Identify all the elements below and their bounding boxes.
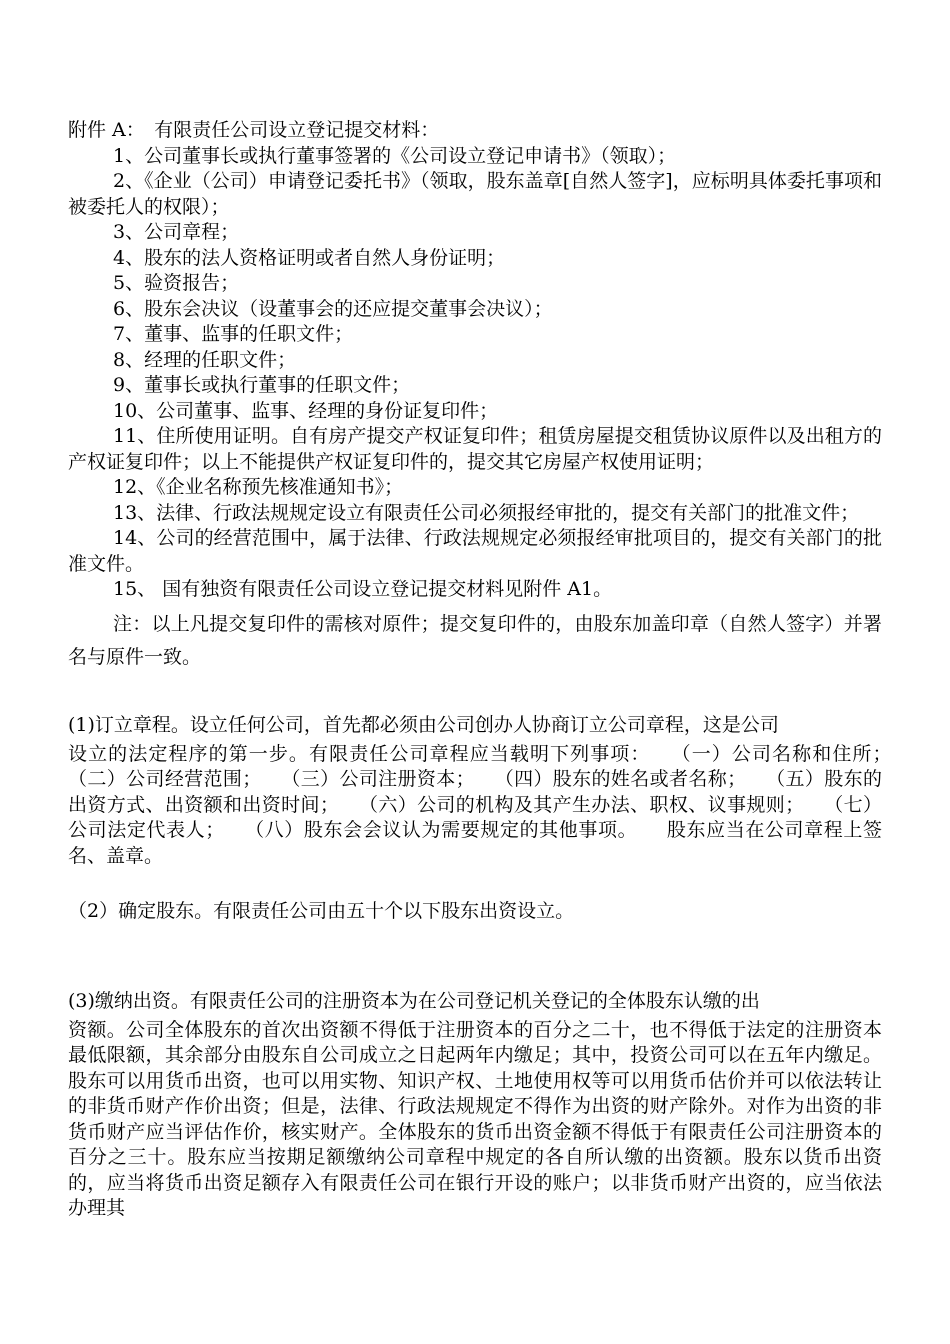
list-item-3: 3、公司章程； <box>113 221 240 243</box>
list-item-11: 11、住所使用证明。自有房产提交产权证复印件；租赁房屋提交租赁协议原件以及出租方的产权证复印件；以上不能提供产权证复印件的，提交其它房屋产权使用证明； <box>68 425 882 473</box>
document-body <box>68 118 921 1222</box>
list-item-9: 9、董事长或执行董事的任职文件； <box>113 374 411 396</box>
list-item-5: 5、验资报告； <box>113 272 240 294</box>
attachment-heading: 附件 A： 有限责任公司设立登记提交材料： <box>68 119 440 141</box>
section-articles-body: 设立的法定程序的第一步。有限责任公司章程应当载明下列事项： （一）公司名称和住所； （二）公司经营范围； （三）公司注册资本； （四）股东的姓名或者名称； （五）股东的出资方式、出资额和出资时间； （六）公司的机构及其产生办法、职权、议事规则； （七）公司法定代表人； （八）股东会会议认为需要规定的其他事项。 股东应当在公司章程上签名、盖章。 <box>68 742 921 867</box>
section-articles <box>68 708 921 870</box>
list-item-6: 6、股东会决议（设董事会的还应提交董事会决议）； <box>113 297 553 320</box>
list-item-14: 14、公司的经营范围中，属于法律、行政法规规定必须报经审批项目的，提交有关部门的批准文件。 <box>68 527 882 575</box>
list-item-10: 10、公司董事、监事、经理的身份证复印件； <box>113 399 499 422</box>
list-item-13: 13、法律、行政法规规定设立有限责任公司必须报经审批的，提交有关部门的批准文件； <box>113 501 860 524</box>
list-item-1: 1、公司董事长或执行董事签署的《公司设立登记申请书》（领取）； <box>113 144 677 167</box>
list-item-15: 15、 国有独资有限责任公司设立登记提交材料见附件 A1。 <box>113 578 613 600</box>
section-capital-first-line: (3)缴纳出资。有限责任公司的注册资本为在公司登记机关登记的全体股东认缴的出 <box>68 989 760 1012</box>
list-item-12: 12、《企业名称预先核准通知书》； <box>113 476 404 498</box>
section-capital <box>68 984 882 1222</box>
section-capital-body: 资额。公司全体股东的首次出资额不得低于注册资本的百分之二十，也不得低于法定的注册资本最低限额，其余部分由股东自公司成立之日起两年内缴足；其中，投资公司可以在五年内缴足。股东可以用货币出资，也可以用实物、知识产权、土地使用权等可以用货币估价并可以依法转让的非货币财产作价出资；但是，法律、行政法规规定不得作为出资的财产除外。对作为出资的非货币财产应当评估作价，核实财产。全体股东的货币出资金额不得低于有限责任公司注册资本的百分之三十。股东应当按期足额缴纳公司章程中规定的各自所认缴的出资额。股东以货币出资的，应当将货币出资足额存入有限责任公司在银行开设的账户；以非货币财产出资的，应当依法办理其 <box>68 1018 882 1219</box>
list-item-4: 4、股东的法人资格证明或者自然人身份证明； <box>113 246 506 269</box>
list-item-8: 8、经理的任职文件； <box>113 348 297 371</box>
section-shareholders: （2）确定股东。有限责任公司由五十个以下股东出资设立。 <box>68 900 575 922</box>
note-paragraph: 注：以上凡提交复印件的需核对原件；提交复印件的，由股东加盖印章（自然人签字）并署名与原件一致。 <box>68 612 882 668</box>
list-item-2: 2、《企业（公司）申请登记委托书》（领取，股东盖章[自然人签字]，应标明具体委托事项和被委托人的权限）； <box>68 170 882 218</box>
section-articles-first-line: (1)订立章程。设立任何公司，首先都必须由公司创办人协商订立公司章程，这是公司 <box>68 713 779 736</box>
list-item-7: 7、董事、监事的任职文件； <box>113 323 354 345</box>
